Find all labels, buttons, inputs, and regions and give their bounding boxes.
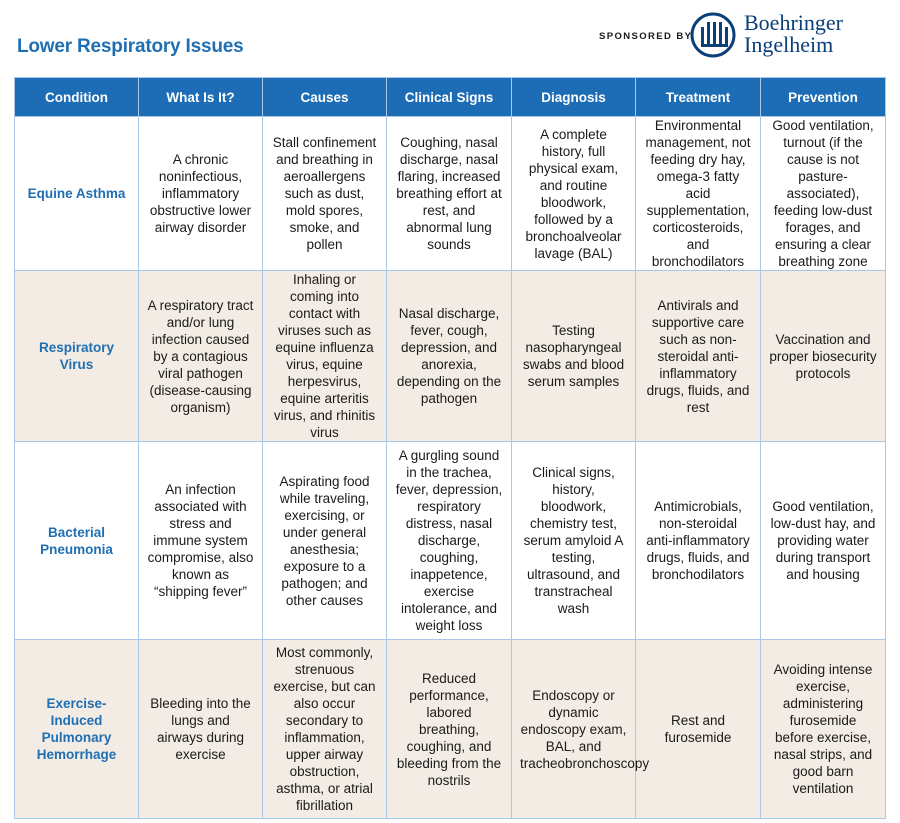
signs-cell: Nasal discharge, fever, cough, depression, and anorexia, depending on the pathogen [387,271,512,442]
boehringer-logo-text [744,12,843,56]
condition-cell: Equine Asthma [15,117,139,271]
diagnosis-cell: A complete history, full physical exam, and routine bloodwork, followed by a bronchoalveolar lavage (BAL) [512,117,636,271]
treatment-cell: Environmental management, not feeding dry hay, omega-3 fatty acid supplementation, corticosteroids, and bronchodilators [636,117,761,271]
treatment-cell: Antivirals and supportive care such as non-steroidal anti-inflammatory drugs, fluids, and rest [636,271,761,442]
header-treatment: Treatment [636,78,761,117]
table-row [15,271,886,442]
causes-cell: Aspirating food while traveling, exercising, or under general anesthesia; exposure to a pathogen; and other causes [263,442,387,640]
page-title: Lower Respiratory Issues [17,36,244,57]
what-cell: A chronic noninfectious, inflammatory obstructive lower airway disorder [139,117,263,271]
table-row [15,442,886,640]
signs-cell: Reduced performance, labored breathing, coughing, and bleeding from the nostrils [387,640,512,819]
boehringer-logo-icon [689,11,737,59]
diagnosis-cell: Testing nasopharyngeal swabs and blood serum samples [512,271,636,442]
diagnosis-cell: Clinical signs, history, bloodwork, chemistry test, serum amyloid A testing, ultrasound, and transtracheal wash [512,442,636,640]
treatment-cell: Rest and furosemide [636,640,761,819]
header-diagnosis: Diagnosis [512,78,636,117]
table-header-row [15,78,886,117]
header-what-is-it: What Is It? [139,78,263,117]
sponsored-by-label: SPONSORED BY [599,31,693,42]
header-prevention: Prevention [761,78,886,117]
respiratory-issues-table [14,77,886,819]
what-cell: Bleeding into the lungs and airways during exercise [139,640,263,819]
signs-cell: A gurgling sound in the trachea, fever, depression, respiratory distress, nasal discharge, coughing, inappetence, exercise intolerance, and weight loss [387,442,512,640]
condition-cell: Bacterial Pneumonia [15,442,139,640]
what-cell: A respiratory tract and/or lung infection caused by a contagious viral pathogen (disease-causing organism) [139,271,263,442]
prevention-cell: Avoiding intense exercise, administering furosemide before exercise, nasal strips, and good barn ventilation [761,640,886,819]
condition-cell: Respiratory Virus [15,271,139,442]
header-causes: Causes [263,78,387,117]
table-row [15,640,886,819]
prevention-cell: Vaccination and proper biosecurity protocols [761,271,886,442]
condition-cell: Exercise-Induced Pulmonary Hemorrhage [15,640,139,819]
table-row [15,117,886,271]
what-cell: An infection associated with stress and immune system compromise, also known as “shipping fever” [139,442,263,640]
signs-cell: Coughing, nasal discharge, nasal flaring, increased breathing effort at rest, and abnormal lung sounds [387,117,512,271]
header-clinical-signs: Clinical Signs [387,78,512,117]
causes-cell: Inhaling or coming into contact with viruses such as equine influenza virus, equine herpesvirus, equine arteritis virus, and rhinitis virus [263,271,387,442]
logo-line-2: Ingelheim [744,32,834,57]
logo-line-1: Boehringer [744,10,843,35]
causes-cell: Most commonly, strenuous exercise, but can also occur secondary to inflammation, upper airway obstruction, asthma, or atrial fibrillation [263,640,387,819]
treatment-cell: Antimicrobials, non-steroidal anti-inflammatory drugs, fluids, and bronchodilators [636,442,761,640]
prevention-cell: Good ventilation, turnout (if the cause is not pasture-associated), feeding low-dust forages, and ensuring a clear breathing zone [761,117,886,271]
causes-cell: Stall confinement and breathing in aeroallergens such as dust, mold spores, smoke, and pollen [263,117,387,271]
header-condition: Condition [15,78,139,117]
prevention-cell: Good ventilation, low-dust hay, and providing water during transport and housing [761,442,886,640]
diagnosis-cell: Endoscopy or dynamic endoscopy exam, BAL, and tracheobronchoscopy [512,640,636,819]
